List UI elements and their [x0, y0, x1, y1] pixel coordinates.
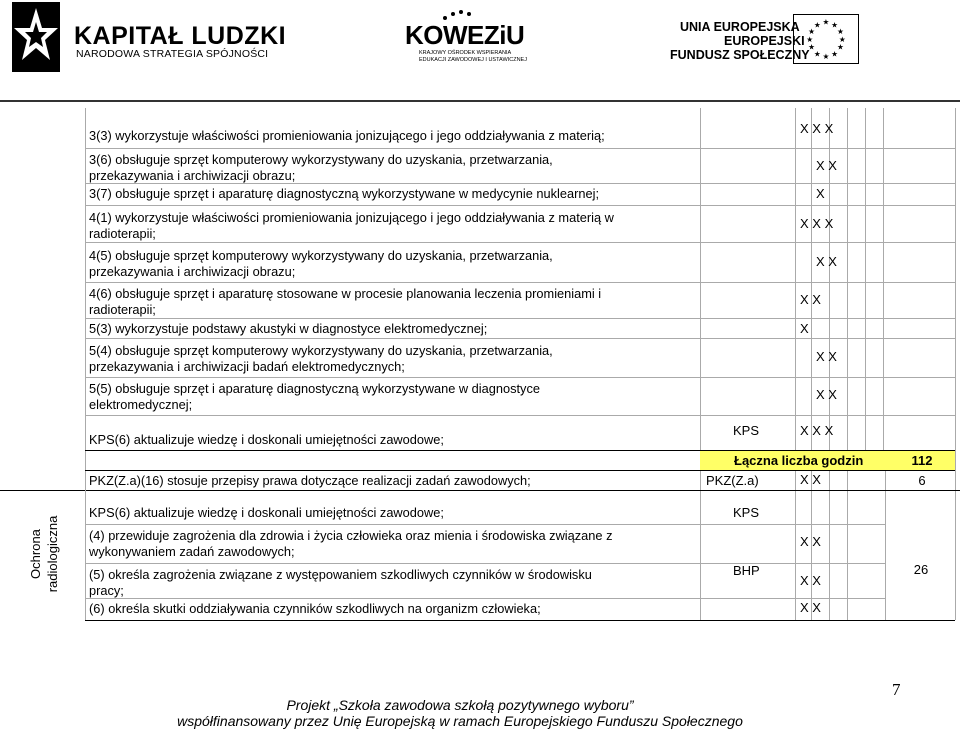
grid-line	[85, 470, 955, 471]
koweziu-subtitle: KRAJOWY OŚRODEK WSPIERANIA EDUKACJI ZAWODOWEJ I USTAWICZNEJ	[419, 50, 527, 63]
kapital-ludzki-title: KAPITAŁ LUDZKI	[74, 22, 287, 50]
section2-hours: 26	[913, 562, 929, 577]
row-marks: X X	[800, 534, 821, 549]
pkz-row-marks: X X	[800, 472, 821, 487]
row-marks: X X	[800, 573, 821, 588]
page-number: 7	[892, 680, 901, 699]
grid-line	[85, 205, 955, 206]
grid-line	[85, 338, 955, 339]
ue-line3: FUNDUSZ SPOŁECZNY	[670, 48, 810, 62]
svg-text:★: ★	[836, 27, 844, 37]
svg-text:★: ★	[822, 52, 830, 62]
bhp-code: BHP	[733, 563, 760, 578]
grid-line	[85, 490, 86, 620]
svg-text:★: ★	[808, 27, 816, 37]
svg-text:★: ★	[831, 20, 839, 30]
row-marks: X X	[816, 387, 837, 402]
table-row-text: 5(5) obsługuje sprzęt i aparaturę diagnostyczną wykorzystywane w diagnostyce elektromedycznej;	[89, 381, 540, 412]
table-row-text: 4(1) wykorzystuje właściwości promieniowania jonizującego i jego oddziaływania z materią w radioterapii;	[89, 210, 614, 241]
table-row-text: 3(3) wykorzystuje właściwości promieniowania jonizującego i jego oddziaływania z materią;	[89, 128, 605, 143]
pkz-row-code: PKZ(Z.a)	[706, 473, 759, 488]
kapital-ludzki-star-icon	[12, 2, 60, 72]
grid-line	[85, 282, 955, 283]
grid-line	[795, 450, 796, 620]
footer-line2: współfinansowany przez Unię Europejską w ramach Europejskiego Funduszu Społecznego	[177, 713, 743, 729]
subject-line1: Ochrona	[28, 529, 43, 579]
koweziu-title: KOWEZiU	[405, 20, 525, 50]
row-marks: X X X	[800, 423, 834, 438]
kapital-ludzki-logo	[12, 2, 287, 72]
grid-line	[811, 108, 812, 458]
svg-text:★: ★	[838, 34, 846, 44]
pkz-row-text: PKZ(Z.a)(16) stosuje przepisy prawa dotyczące realizacji zadań zawodowych;	[89, 473, 531, 488]
svg-text:★: ★	[831, 49, 839, 59]
row-code: KPS	[733, 505, 760, 520]
koweziu-logo	[405, 8, 535, 68]
table-row-text: 3(6) obsługuje sprzęt komputerowy wykorzystywany do uzyskania, przetwarzania, przekazywania i archiwizacji obrazu;	[89, 152, 553, 183]
row-marks: X X X	[800, 216, 834, 231]
grid-line	[85, 620, 955, 621]
subject-line2: radiologiczna	[45, 515, 60, 593]
svg-text:★: ★	[836, 42, 844, 52]
grid-line	[829, 450, 830, 620]
grid-line	[865, 108, 866, 458]
grid-line	[883, 108, 884, 458]
grid-line	[85, 524, 885, 525]
svg-text:★: ★	[813, 49, 821, 59]
grid-line	[955, 108, 956, 620]
row-code: KPS	[733, 423, 760, 438]
grid-line	[847, 450, 848, 620]
grid-line	[85, 415, 955, 416]
table-row-text: 4(5) obsługuje sprzęt komputerowy wykorzystywany do uzyskania, przetwarzania, przekazywania i archiwizacji obrazu;	[89, 248, 553, 279]
row-marks: X X X	[800, 121, 834, 136]
grid-line	[85, 318, 955, 319]
table-row-text: 3(7) obsługuje sprzęt i aparaturę diagnostyczną wykorzystywane w medycynie nuklearnej;	[89, 186, 599, 201]
row-marks: X X	[800, 600, 821, 615]
summary-value: 112	[911, 453, 933, 468]
row-marks: X	[816, 186, 825, 201]
grid-line	[795, 108, 796, 458]
grid-line	[700, 108, 701, 620]
svg-text:★: ★	[822, 17, 830, 27]
grid-line	[85, 242, 955, 243]
grid-line	[847, 108, 848, 458]
grid-line	[0, 490, 960, 491]
table-row-text: KPS(6) aktualizuje wiedzę i doskonali umiejętności zawodowe;	[89, 505, 444, 520]
table-row-text: 5(3) wykorzystuje podstawy akustyki w diagnostyce elektromedycznej;	[89, 321, 488, 336]
summary-label: Łączna liczba godzin	[734, 453, 864, 468]
ue-line2: EUROPEJSKI	[724, 34, 805, 48]
header-divider	[0, 100, 960, 102]
grid-line	[85, 377, 955, 378]
row-marks: X X	[816, 158, 837, 173]
grid-line	[85, 148, 955, 149]
ue-line1: UNIA EUROPEJSKA	[680, 20, 800, 34]
row-marks: X X	[816, 254, 837, 269]
grid-line	[885, 470, 886, 620]
subject-name	[4, 496, 84, 612]
svg-text:★: ★	[808, 42, 816, 52]
table-row-text: (5) określa zagrożenia związane z występowaniem szkodliwych czynników w środowisku pracy;	[89, 567, 592, 598]
eu-flag-icon	[793, 14, 859, 64]
row-marks: X X	[816, 349, 837, 364]
table-row-text: 5(4) obsługuje sprzęt komputerowy wykorzystywany do uzyskania, przetwarzania, przekazywania i archiwizacji badań elektromedycznych;	[89, 343, 553, 374]
ue-efs-logo	[670, 14, 950, 74]
row-marks: X	[800, 321, 809, 336]
table-row-text: (4) przewiduje zagrożenia dla zdrowia i życia człowieka oraz mienia i środowiska związane z wykonywaniem zadań zawodowych;	[89, 528, 613, 559]
grid-line	[85, 563, 885, 564]
pkz-row-hours: 6	[918, 473, 926, 488]
table-row-text: (6) określa skutki oddziaływania czynników szkodliwych na organizm człowieka;	[89, 601, 541, 616]
svg-text:★: ★	[813, 20, 821, 30]
footer-line1: Projekt „Szkoła zawodowa szkołą pozytywnego wyboru”	[286, 697, 634, 713]
svg-text:★: ★	[806, 34, 814, 44]
table-row-text: 4(6) obsługuje sprzęt i aparaturę stosowane w procesie planowania leczenia promieniami i radioterapii;	[89, 286, 602, 317]
kapital-ludzki-subtitle: NARODOWA STRATEGIA SPÓJNOŚCI	[76, 48, 269, 60]
table-row-text: KPS(6) aktualizuje wiedzę i doskonali umiejętności zawodowe;	[89, 432, 444, 447]
row-marks: X X	[800, 292, 821, 307]
